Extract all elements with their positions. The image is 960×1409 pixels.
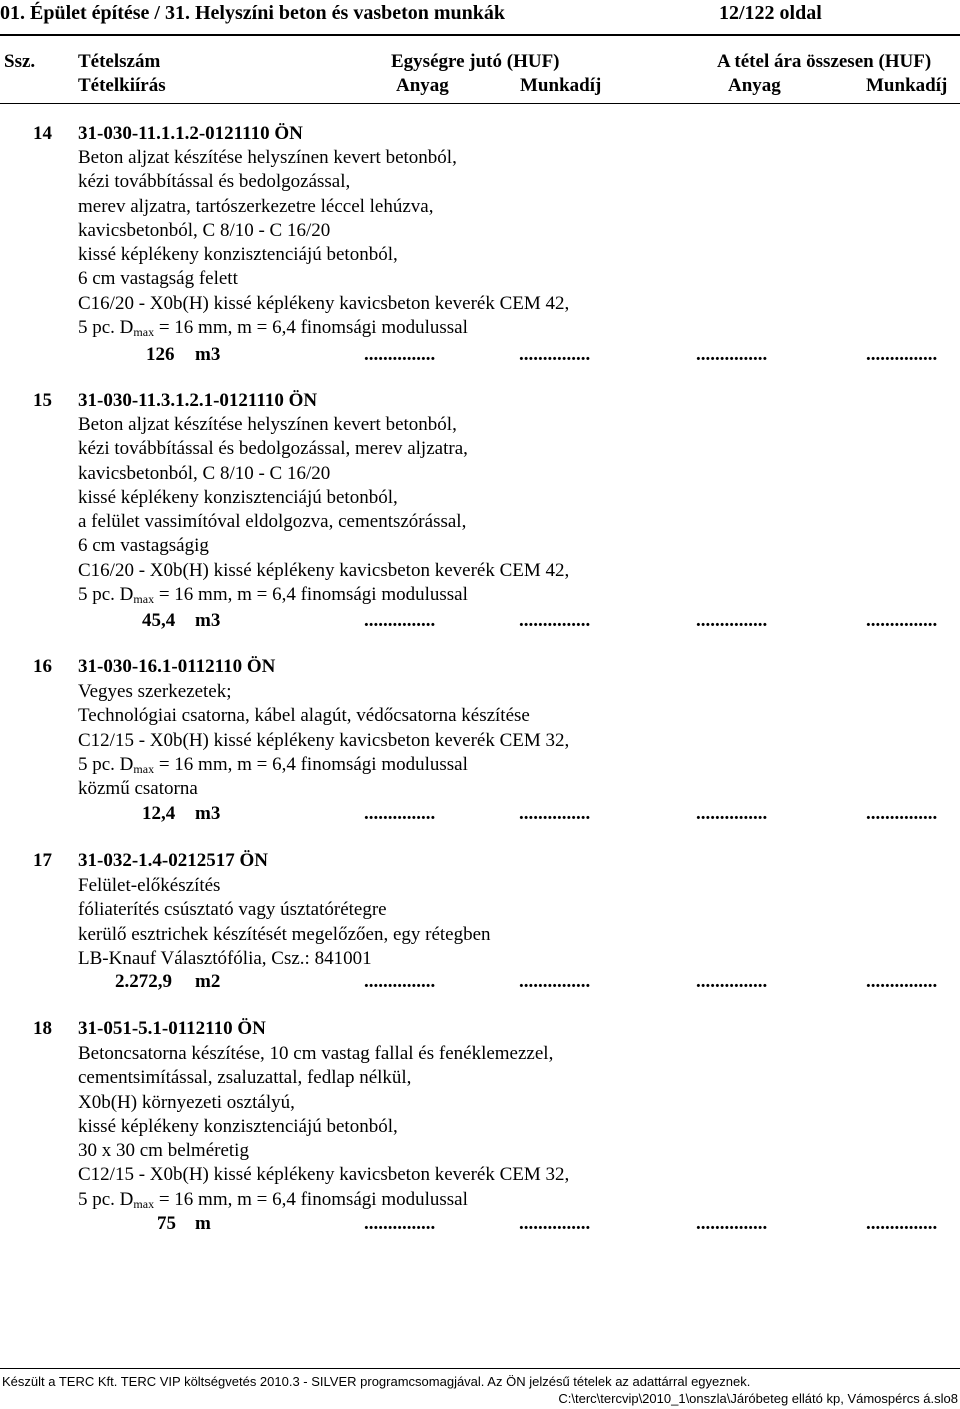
item-ssz: 18 bbox=[33, 1018, 52, 1039]
description-line: kissé képlékeny konzisztenciájú betonból, bbox=[78, 1115, 398, 1137]
price-placeholder-munkadij: ............... bbox=[519, 344, 591, 365]
item-ssz: 14 bbox=[33, 123, 52, 144]
item-quantity: 126 bbox=[146, 344, 175, 365]
description-line: Technológiai csatorna, kábel alagút, védőcsatorna készítése bbox=[78, 705, 530, 727]
price-placeholder-anyag: ............... bbox=[364, 610, 436, 631]
item-code: 31-030-16.1-0112110 ÖN bbox=[78, 656, 276, 677]
total-placeholder-anyag: ............... bbox=[696, 971, 768, 992]
total-placeholder-anyag: ............... bbox=[696, 610, 768, 631]
description-line: a felület vassimítóval eldolgozva, cementszórással, bbox=[78, 511, 467, 533]
dmax-line: 5 pc. $D_{max} = 16$ mm, m = 6,4 finomsági modulussal bbox=[78, 753, 468, 776]
description-line: kissé képlékeny konzisztenciájú betonból, bbox=[78, 244, 398, 266]
item-description bbox=[78, 874, 491, 971]
description-line: cementsimítással, zsaluzattal, fedlap nélkül, bbox=[78, 1067, 412, 1089]
col-egysegre: Egységre jutó (HUF) bbox=[391, 51, 560, 72]
total-placeholder-anyag: ............... bbox=[696, 344, 768, 365]
col-tetelszam: Tételszám bbox=[78, 51, 161, 72]
total-placeholder-anyag: ............... bbox=[696, 803, 768, 824]
description-line: 6 cm vastagságig bbox=[78, 535, 209, 557]
description-line: C16/20 - X0b(H) kissé képlékeny kavicsbeton keverék CEM 42, bbox=[78, 559, 570, 581]
price-placeholder-munkadij: ............... bbox=[519, 610, 591, 631]
price-placeholder-munkadij: ............... bbox=[519, 971, 591, 992]
item-unit: m2 bbox=[195, 971, 221, 992]
col-munkadij-total: Munkadíj bbox=[866, 75, 948, 96]
description-line: C16/20 - X0b(H) kissé képlékeny kavicsbeton keverék CEM 42, bbox=[78, 292, 570, 314]
description-line: kavicsbetonból, C 8/10 - C 16/20 bbox=[78, 219, 331, 241]
col-tetelkiiras: Tételkiírás bbox=[78, 75, 166, 96]
item-description bbox=[78, 680, 569, 801]
col-anyag-total: Anyag bbox=[728, 75, 781, 96]
total-placeholder-munkadij: ............... bbox=[866, 344, 938, 365]
description-line: Beton aljzat készítése helyszínen kevert betonból, bbox=[78, 147, 457, 168]
item-quantity: 2.272,9 bbox=[115, 971, 172, 992]
price-placeholder-munkadij: ............... bbox=[519, 803, 591, 824]
item-quantity: 12,4 bbox=[142, 803, 176, 824]
description-line: kerülő esztrichek készítését megelőzően, egy rétegben bbox=[78, 923, 491, 945]
item-code: 31-030-11.1.1.2-0121110 ÖN bbox=[78, 123, 303, 144]
item-description bbox=[78, 413, 569, 607]
item-unit: m3 bbox=[195, 610, 221, 631]
item-ssz: 15 bbox=[33, 390, 52, 411]
price-placeholder-munkadij: ............... bbox=[519, 1213, 591, 1234]
description-line: kissé képlékeny konzisztenciájú betonból, bbox=[78, 486, 398, 508]
item-description bbox=[78, 1042, 569, 1212]
dmax-line: 5 pc. $D_{max} = 16$ mm, m = 6,4 finomsági modulussal bbox=[78, 1188, 468, 1211]
price-placeholder-anyag: ............... bbox=[364, 1213, 436, 1234]
item-ssz: 16 bbox=[33, 656, 52, 677]
item-ssz: 17 bbox=[33, 850, 52, 871]
description-line: kézi továbbítással és bedolgozással, bbox=[78, 171, 351, 193]
item-code: 31-051-5.1-0112110 ÖN bbox=[78, 1018, 266, 1039]
item-unit: m3 bbox=[195, 803, 221, 824]
price-placeholder-anyag: ............... bbox=[364, 803, 436, 824]
description-line: C12/15 - X0b(H) kissé képlékeny kavicsbeton keverék CEM 32, bbox=[78, 1164, 570, 1186]
item-unit: m3 bbox=[195, 344, 221, 365]
description-line: 6 cm vastagság felett bbox=[78, 268, 238, 290]
description-line: Vegyes szerkezetek; bbox=[78, 681, 232, 702]
item-quantity: 45,4 bbox=[142, 610, 176, 631]
page-number: 12/122 oldal bbox=[719, 2, 822, 24]
total-placeholder-anyag: ............... bbox=[696, 1213, 768, 1234]
description-line: kézi továbbítással és bedolgozással, merev aljzatra, bbox=[78, 438, 468, 460]
item-code: 31-030-11.3.1.2.1-0121110 ÖN bbox=[78, 390, 318, 411]
total-placeholder-munkadij: ............... bbox=[866, 971, 938, 992]
description-line: 30 x 30 cm belméretig bbox=[78, 1140, 249, 1162]
header-rule bbox=[0, 34, 960, 36]
description-line: Beton aljzat készítése helyszínen kevert betonból, bbox=[78, 414, 457, 435]
col-anyag-unit: Anyag bbox=[396, 75, 449, 96]
footer-rule bbox=[0, 1368, 960, 1369]
price-placeholder-anyag: ............... bbox=[364, 971, 436, 992]
description-line: Felület-előkészítés bbox=[78, 875, 221, 896]
total-placeholder-munkadij: ............... bbox=[866, 610, 938, 631]
dmax-line: 5 pc. $D_{max} = 16$ mm, m = 6,4 finomsági modulussal bbox=[78, 317, 468, 340]
description-line: X0b(H) környezeti osztályú, bbox=[78, 1091, 295, 1113]
total-placeholder-munkadij: ............... bbox=[866, 1213, 938, 1234]
col-munkadij-unit: Munkadíj bbox=[520, 75, 602, 96]
item-description bbox=[78, 146, 569, 340]
description-line: Betoncsatorna készítése, 10 cm vastag fallal és fenéklemezzel, bbox=[78, 1043, 554, 1064]
description-line: LB-Knauf Választófólia, Csz.: 841001 bbox=[78, 947, 372, 969]
item-unit: m bbox=[195, 1213, 211, 1234]
item-quantity: 75 bbox=[157, 1213, 176, 1234]
description-line: C12/15 - X0b(H) kissé képlékeny kavicsbeton keverék CEM 32, bbox=[78, 729, 570, 751]
page-title: 01. Épület építése / 31. Helyszíni beton és vasbeton munkák bbox=[0, 2, 506, 24]
col-osszesen: A tétel ára összesen (HUF) bbox=[717, 51, 932, 72]
description-line: közmű csatorna bbox=[78, 778, 198, 800]
description-line: fóliaterítés csúsztató vagy úsztatórétegre bbox=[78, 899, 387, 921]
dmax-line: 5 pc. $D_{max} = 16$ mm, m = 6,4 finomsági modulussal bbox=[78, 584, 468, 607]
header-rule-bottom bbox=[0, 103, 960, 104]
description-line: merev aljzatra, tartószerkezetre léccel lehúzva, bbox=[78, 195, 434, 217]
footer-path: C:\terc\tercvip\2010_1\onszla\Járóbeteg ellátó kp, Vámospércs á.slo8 bbox=[558, 1391, 958, 1406]
price-placeholder-anyag: ............... bbox=[364, 344, 436, 365]
footer-note: Készült a TERC Kft. TERC VIP költségvetés 2010.3 - SILVER programcsomagjával. Az ÖN jelzésű tételek az adattárral egyeznek. bbox=[2, 1374, 751, 1389]
item-code: 31-032-1.4-0212517 ÖN bbox=[78, 850, 268, 871]
description-line: kavicsbetonból, C 8/10 - C 16/20 bbox=[78, 462, 331, 484]
col-ssz: Ssz. bbox=[4, 51, 36, 72]
total-placeholder-munkadij: ............... bbox=[866, 803, 938, 824]
